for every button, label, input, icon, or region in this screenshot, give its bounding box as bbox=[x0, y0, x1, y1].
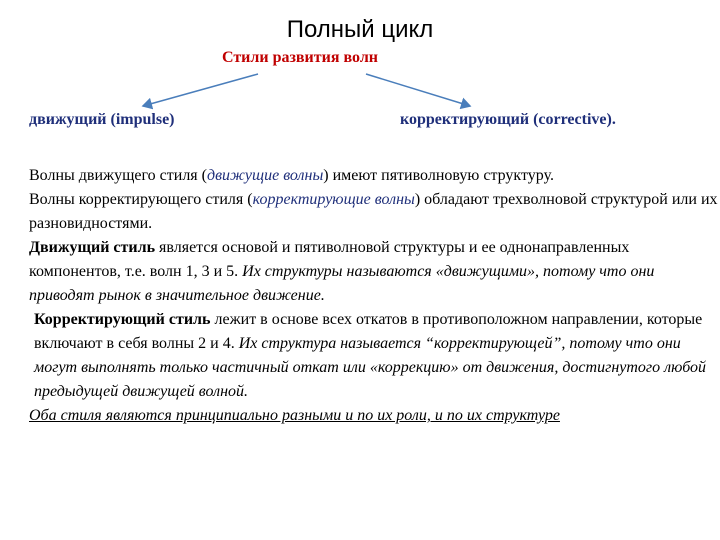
italic-text: Их структуры называются «движущими», потому что они приводят рынок в значительное движение. bbox=[29, 263, 655, 304]
term-impulse-style: Движущий стиль bbox=[29, 239, 156, 256]
conclusion-text: Оба стиля являются принципиально разными и по их роли, и по их структуре bbox=[29, 407, 560, 424]
paragraph-corrective-style bbox=[29, 308, 719, 404]
paragraph-conclusion bbox=[29, 404, 719, 428]
paragraph-impulse-waves bbox=[29, 164, 719, 188]
text: ) имеют пятиволновую структуру. bbox=[323, 167, 554, 184]
term-corrective-waves: корректирующие волны bbox=[252, 191, 415, 208]
body-text bbox=[29, 164, 719, 428]
text: Волны движущего стиля ( bbox=[29, 167, 207, 184]
term-impulse-waves: движущие волны bbox=[206, 167, 324, 184]
arrow-right bbox=[366, 74, 470, 106]
corrective-label: корректирующий (corrective). bbox=[400, 111, 616, 128]
text: является основой и пятиволновой структуры и ее однонаправленных компонентов, т.е. волн 1, 3 и 5. bbox=[29, 239, 630, 280]
text: ) обладают трехволновой структурой или их разновидностями. bbox=[29, 191, 718, 232]
paragraph-corrective-waves bbox=[29, 188, 719, 236]
term-corrective-style: Корректирующий стиль bbox=[34, 311, 211, 328]
slide-title: Полный цикл bbox=[286, 16, 434, 43]
text: лежит в основе всех откатов в противоположном направлении, которые включают в себя волны 2 и 4. bbox=[34, 311, 703, 352]
subtitle: Стили развития волн bbox=[221, 49, 379, 66]
paragraph-impulse-style bbox=[29, 236, 719, 308]
arrow-left bbox=[143, 74, 258, 106]
impulse-label: движущий (impulse) bbox=[29, 111, 175, 128]
text: Волны корректирующего стиля ( bbox=[29, 191, 253, 208]
italic-text: Их структура называется “корректирующей”, потому что они могут выполнять только частичный откат или «коррекцию» от движения, достигнутого любой предыдущей движущей волной. bbox=[34, 335, 707, 400]
